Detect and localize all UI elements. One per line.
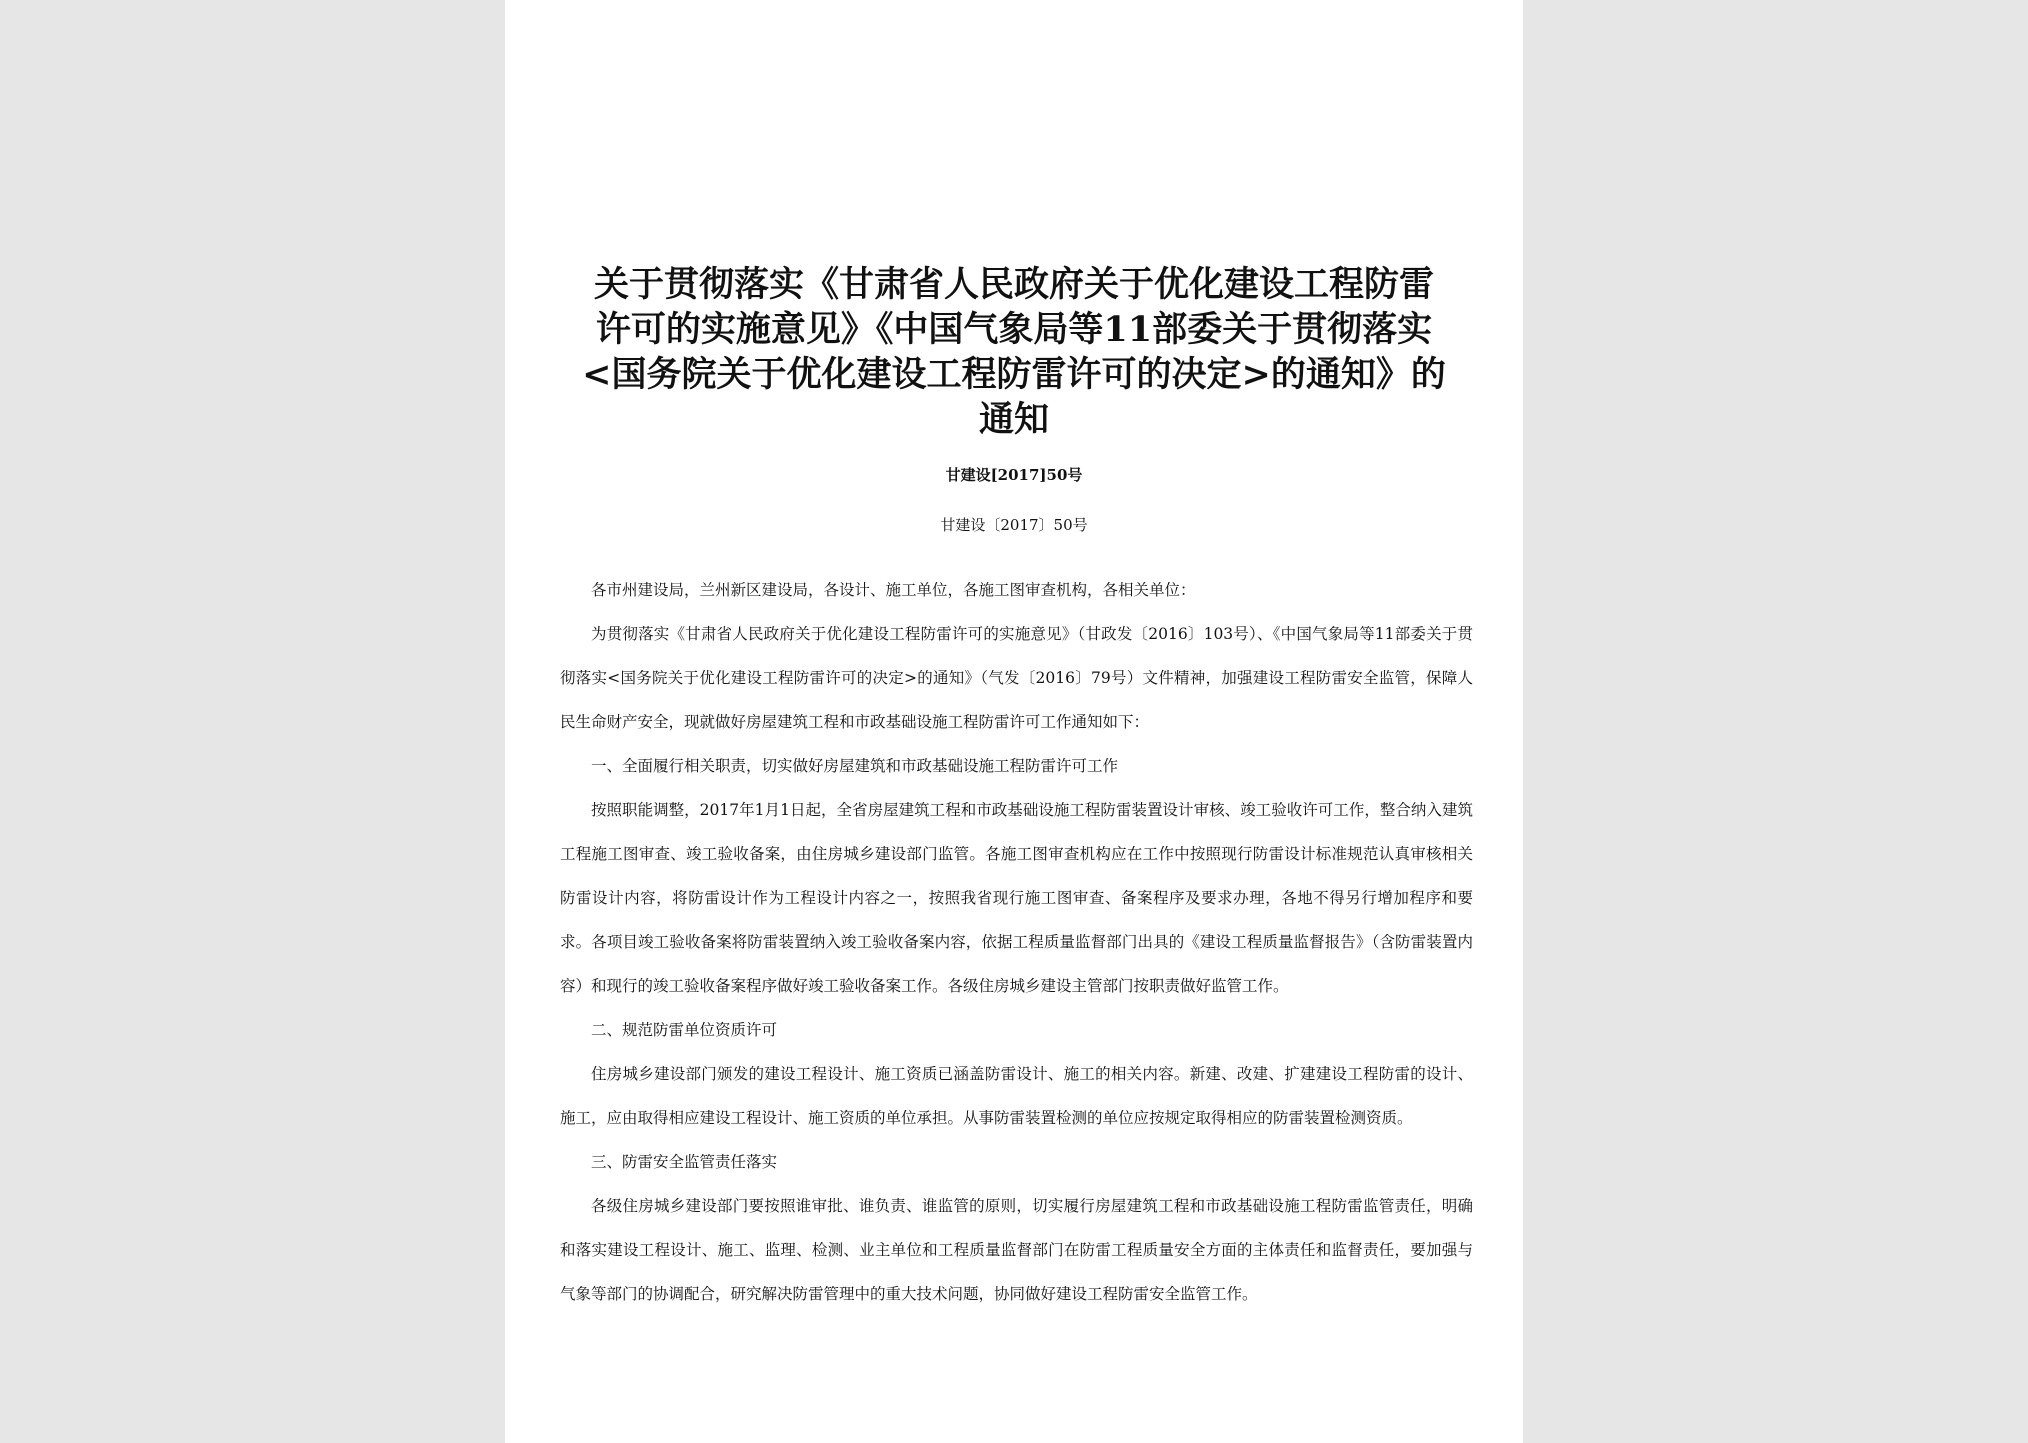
body-paragraph: 住房城乡建设部门颁发的建设工程设计、施工资质已涵盖防雷设计、施工的相关内容。新建、改建、扩建建设工程防雷的设计、施工，应由取得相应建设工程设计、施工资质的单位承担。从事防雷装置检测的单位应按规定取得相应的防雷装置检测资质。 xyxy=(560,1065,1473,1127)
body-paragraph: 为贯彻落实《甘肃省人民政府关于优化建设工程防雷许可的实施意见》（甘政发〔2016〕103号）、《中国气象局等11部委关于贯彻落实<国务院关于优化建设工程防雷许可的决定>的通知》（气发〔2016〕79号）文件精神，加强建设工程防雷安全监管，保障人民生命财产安全，现就做好房屋建筑工程和市政基础设施工程防雷许可工作通知如下： xyxy=(560,625,1473,731)
document-title xyxy=(565,262,1463,442)
salutation: 各市州建设局，兰州新区建设局，各设计、施工单位，各施工图审查机构，各相关单位： xyxy=(591,581,1196,599)
document-page xyxy=(505,0,1523,1443)
section-heading: 一、全面履行相关职责，切实做好房屋建筑和市政基础设施工程防雷许可工作 xyxy=(591,757,1119,775)
title-line: <国务院关于优化建设工程防雷许可的决定>的通知》的 xyxy=(582,354,1446,395)
title-line: 许可的实施意见》《中国气象局等11部委关于贯彻落实 xyxy=(595,309,1433,350)
document-body xyxy=(560,568,1473,1316)
section-heading: 三、防雷安全监管责任落实 xyxy=(591,1153,778,1171)
title-line: 关于贯彻落实《甘肃省人民政府关于优化建设工程防雷 xyxy=(593,264,1434,305)
document-number-heading: 甘建设[2017]50号 xyxy=(945,466,1083,484)
document-number: 甘建设〔2017〕50号 xyxy=(940,516,1088,534)
body-paragraph: 各级住房城乡建设部门要按照谁审批、谁负责、谁监管的原则，切实履行房屋建筑工程和市政基础设施工程防雷监管责任，明确和落实建设工程设计、施工、监理、检测、业主单位和工程质量监督部门在防雷工程质量安全方面的主体责任和监督责任，要加强与气象等部门的协调配合，研究解决防雷管理中的重大技术问题，协同做好建设工程防雷安全监管工作。 xyxy=(560,1197,1473,1303)
body-paragraph: 按照职能调整，2017年1月1日起，全省房屋建筑工程和市政基础设施工程防雷装置设计审核、竣工验收许可工作，整合纳入建筑工程施工图审查、竣工验收备案，由住房城乡建设部门监管。各施工图审查机构应在工作中按照现行防雷设计标准规范认真审核相关防雷设计内容，将防雷设计作为工程设计内容之一，按照我省现行施工图审查、备案程序及要求办理，各地不得另行增加程序和要求。各项目竣工验收备案将防雷装置纳入竣工验收备案内容，依据工程质量监督部门出具的《建设工程质量监督报告》（含防雷装置内容）和现行的竣工验收备案程序做好竣工验收备案工作。各级住房城乡建设主管部门按职责做好监管工作。 xyxy=(560,801,1473,995)
section-heading: 二、规范防雷单位资质许可 xyxy=(591,1021,778,1039)
title-line: 通知 xyxy=(978,399,1049,440)
